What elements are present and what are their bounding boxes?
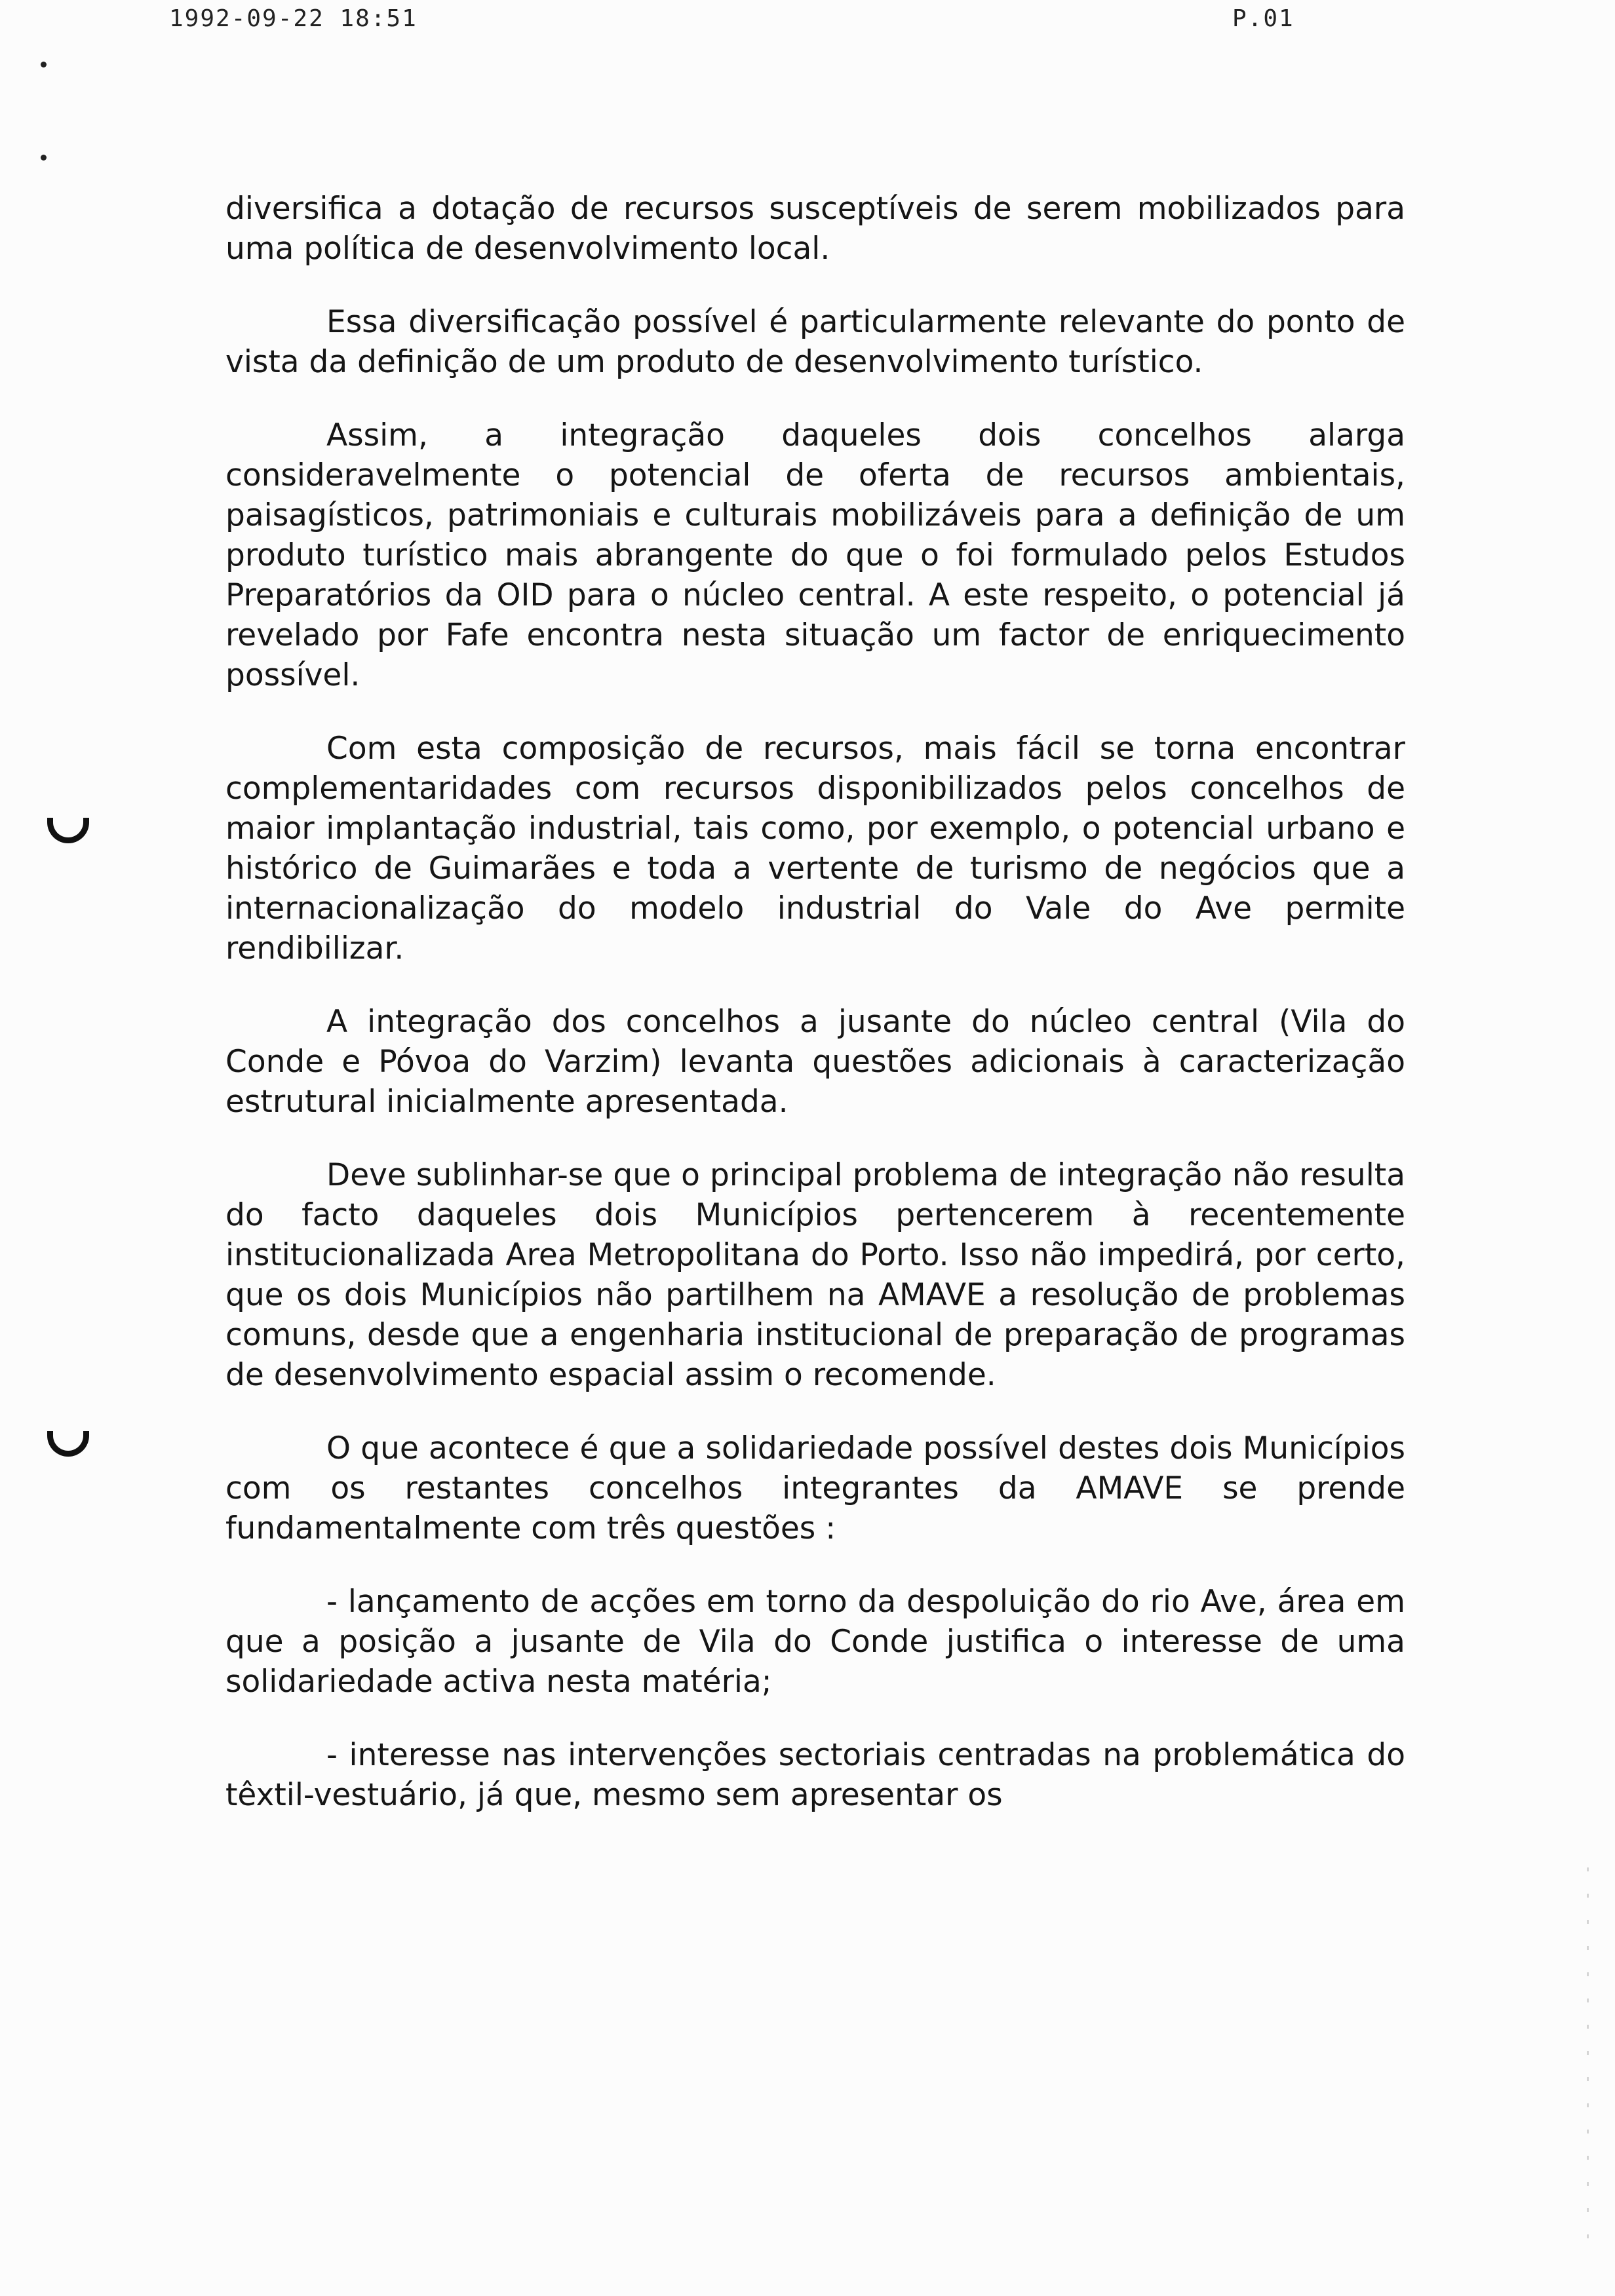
paragraph: diversifica a dotação de recursos susceptíveis de serem mobilizados para uma política de desenvolvimento local. — [225, 191, 1405, 267]
paragraph: O que acontece é que a solidariedade possível destes dois Municípios com os restantes concelhos integrantes da AMAVE se prende fundamentalmente com três questões : — [225, 1430, 1405, 1546]
paragraph: Com esta composição de recursos, mais fácil se torna encontrar complementaridades com recursos disponibilizados pelos concelhos de maior implantação industrial, tais como, por exemplo, o potencial urbano e histórico de Guimarães e toda a vertente de turismo de negócios que a internacionalização do modelo industrial do Vale do Ave permite rendibilizar. — [225, 731, 1405, 966]
fax-timestamp: 1992-09-22 18:51 — [169, 5, 418, 32]
list-paragraph: - lançamento de acções em torno da despoluição do rio Ave, área em que a posição a jusante de Vila do Conde justifica o interesse de uma solidariedade activa nesta matéria; — [225, 1584, 1405, 1700]
paragraph: Deve sublinhar-se que o principal problema de integração não resulta do facto daqueles dois Municípios pertencerem à recentemente institucionalizada Area Metropolitana do Porto. Isso não impedirá, por certo, que os dois Municípios não partilhem na AMAVE a resolução de problemas comuns, desde que a engenharia institucional de preparação de programas de desenvolvimento espacial assim o recomende. — [225, 1157, 1405, 1393]
paragraph: Essa diversificação possível é particularmente relevante do ponto de vista da definição de um produto de desenvolvimento turístico. — [225, 304, 1405, 380]
punch-hole-mark — [47, 818, 89, 843]
speck-dot — [41, 155, 47, 161]
fax-page-number: P.01 — [1232, 5, 1294, 32]
document-body — [225, 189, 1405, 1815]
list-paragraph: - interesse nas intervenções sectoriais centradas na problemática do têxtil-vestuário, já que, mesmo sem apresentar os — [225, 1737, 1405, 1813]
paragraph: Assim, a integração daqueles dois concelhos alarga consideravelmente o potencial de oferta de recursos ambientais, paisagísticos, patrimoniais e culturais mobilizáveis para a definição de um produto turístico mais abrangente do que o foi formulado pelos Estudos Preparatórios da OID para o núcleo central. A este respeito, o potencial já revelado por Fafe encontra nesta situação um factor de enriquecimento possível. — [225, 417, 1405, 693]
paragraph: A integração dos concelhos a jusante do núcleo central (Vila do Conde e Póvoa do Varzim) levanta questões adicionais à caracterização estrutural inicialmente apresentada. — [225, 1004, 1405, 1120]
punch-hole-mark — [47, 1431, 89, 1457]
speck-dot — [41, 62, 47, 67]
scan-noise — [1587, 1867, 1589, 2261]
